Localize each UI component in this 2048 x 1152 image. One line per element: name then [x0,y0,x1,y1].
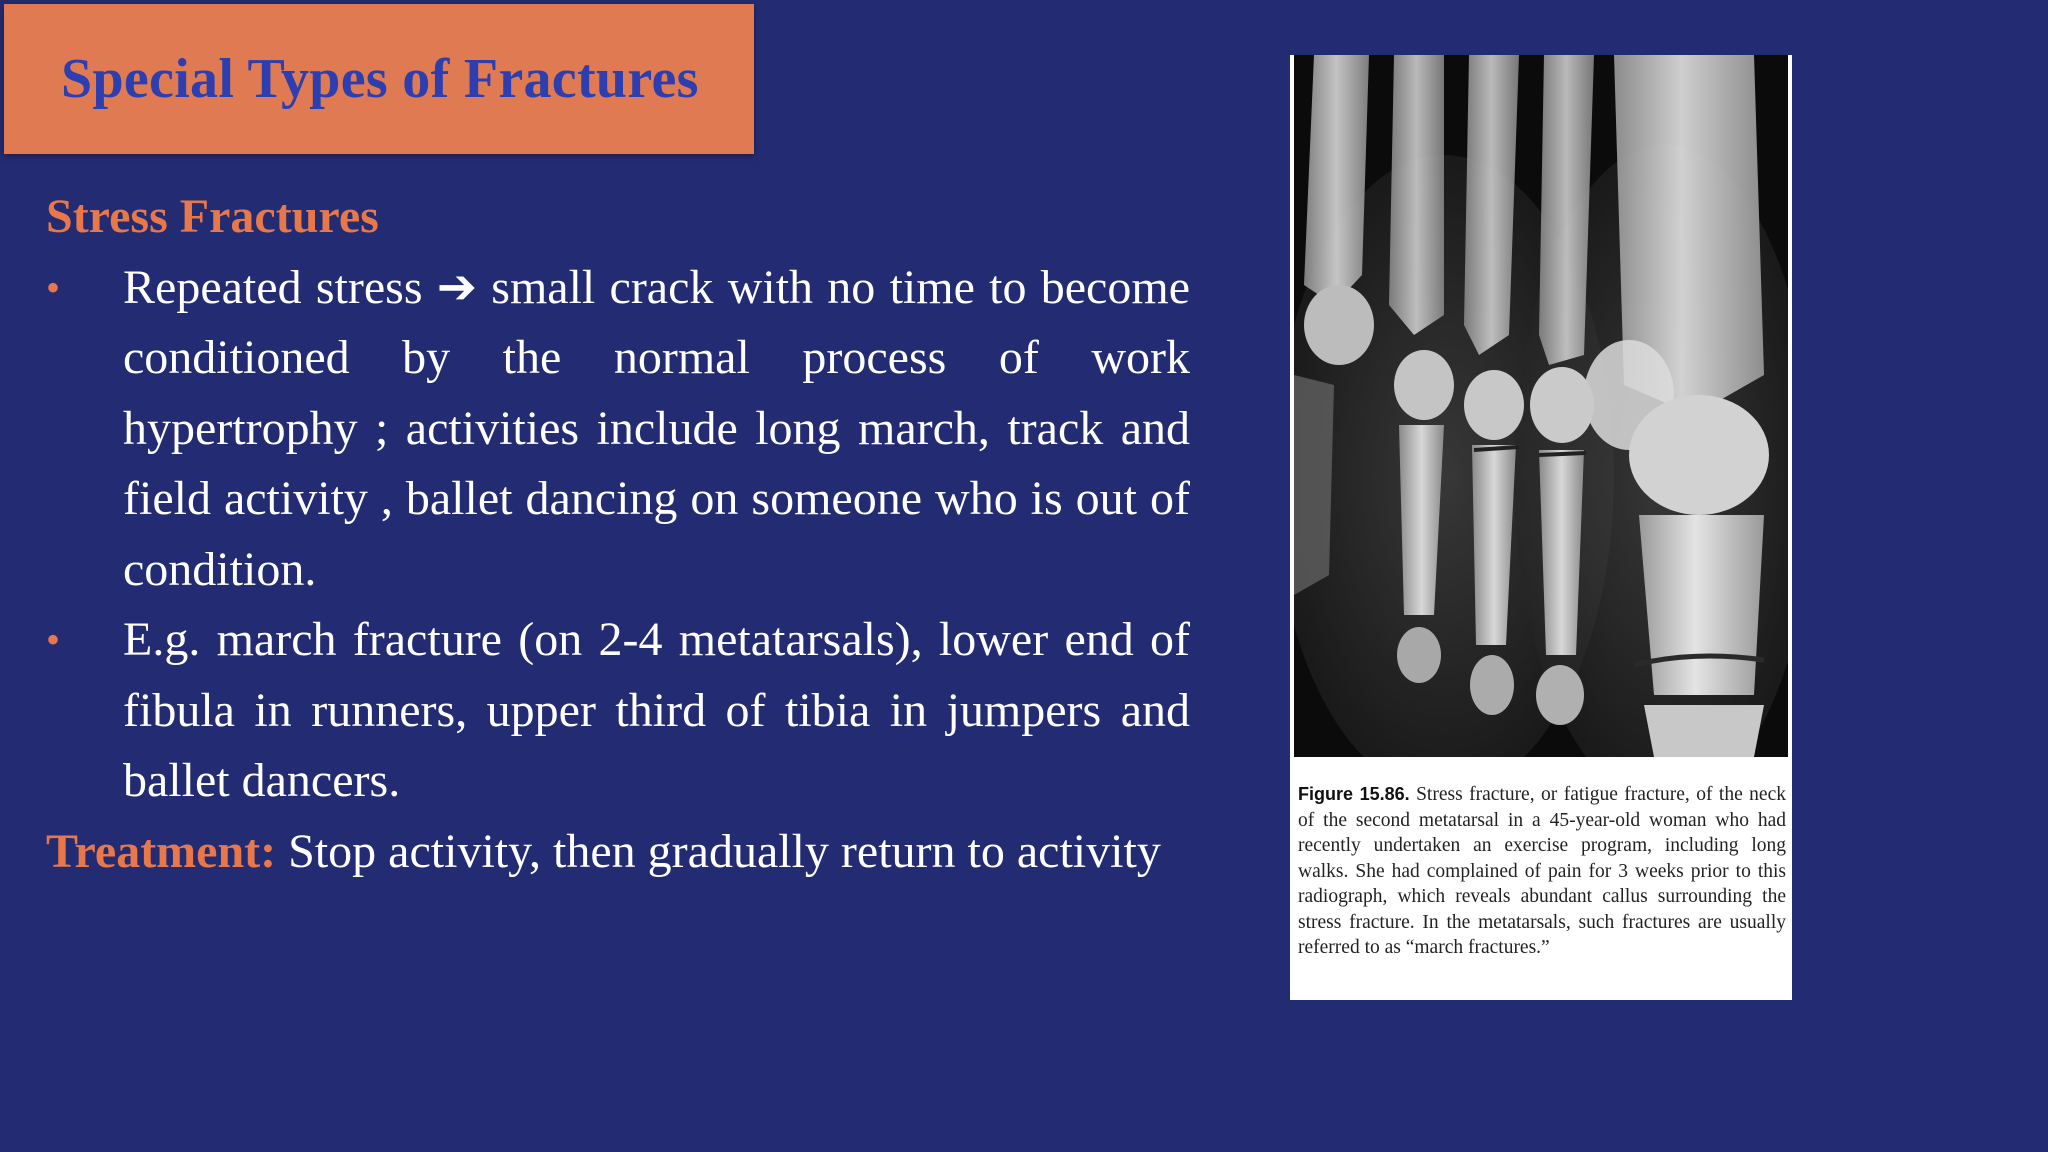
xray-illustration [1294,55,1788,757]
figure-caption-text: Stress fracture, or fatigue fracture, of the neck of the second metatarsal in a 45-year-old woman who had recently undertaken an exercise program, including long walks. She had complained of pain for 3 weeks prior to this radiograph, which reveals abundant callus surrounding the stress fracture. In the metatarsals, such fractures are usually referred to as “march fractures.” [1298,784,1786,958]
treatment-paragraph [46,817,1190,888]
foot-xray-image [1294,55,1788,757]
section-heading: Stress Fractures [46,190,379,243]
treatment-label: Treatment: [46,824,277,878]
bullet-text: E.g. march fracture (on 2-4 metatarsals), lower end of fibula in runners, upper third of tibia in jumpers and ballet dancers. [123,613,1190,807]
bullet-marker: • [46,617,61,662]
bullet-list [46,253,1190,817]
bullet-item [46,253,1190,606]
treatment-text: Stop activity, then gradually return to activity [276,824,1161,878]
bullet-marker: • [46,264,61,310]
slide-title: Special Types of Fractures [61,48,699,110]
figure-panel [1290,55,1792,1000]
title-banner [4,4,754,154]
bullet-text: Repeated stress ➔ small crack with no time to become conditioned by the normal process of work hypertrophy ; activities include long march, track and field activity , ballet dancing on someone who is out of condition. [123,260,1190,596]
bullet-item [46,605,1190,817]
slide-body [46,182,1190,887]
figure-caption [1298,782,1786,961]
figure-caption-label: Figure 15.86. [1298,784,1410,804]
